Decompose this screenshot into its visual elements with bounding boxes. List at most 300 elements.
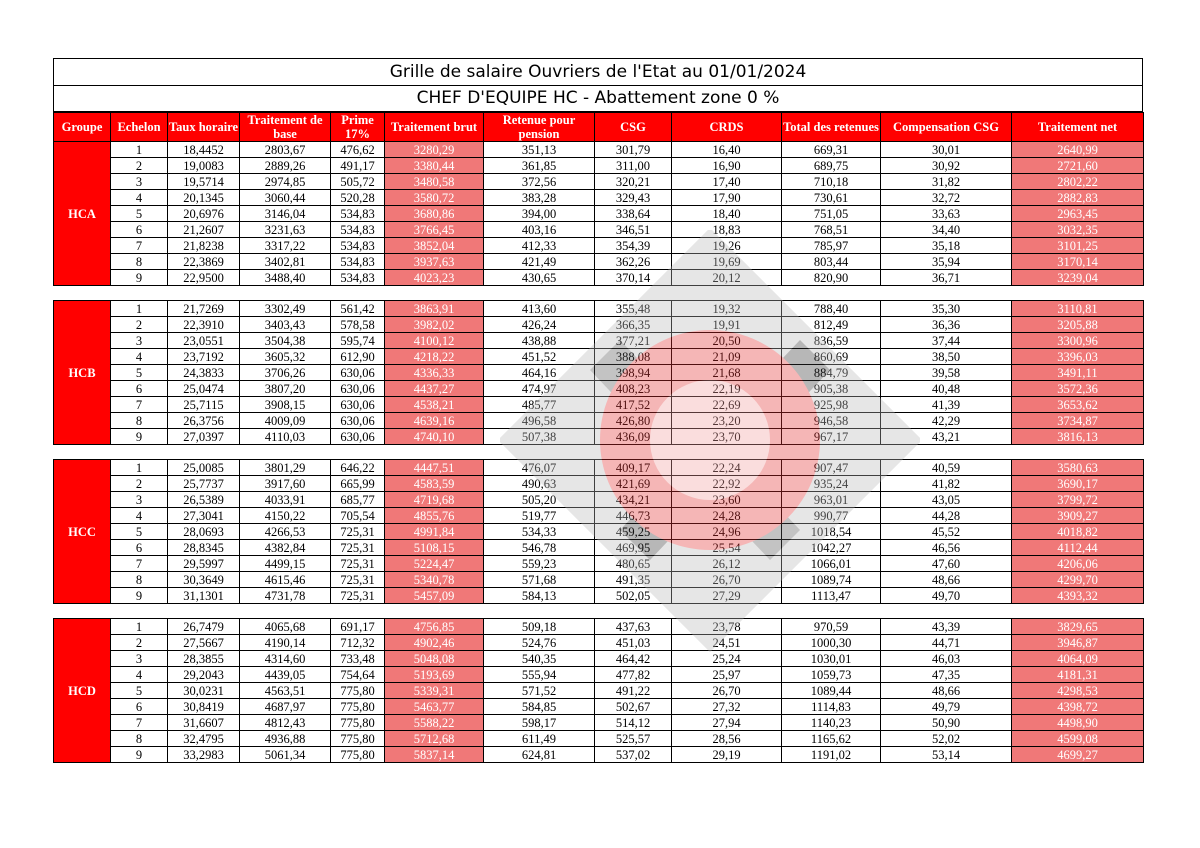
table-cell: 49,70 — [881, 588, 1012, 604]
table-cell: 534,83 — [331, 222, 385, 238]
table-cell: 40,59 — [881, 460, 1012, 476]
table-cell: 5 — [111, 683, 168, 699]
table-cell: 446,73 — [595, 508, 672, 524]
table-cell: 4033,91 — [240, 492, 331, 508]
table-cell: 502,67 — [595, 699, 672, 715]
table-cell: 474,97 — [484, 381, 595, 397]
table-cell: 733,48 — [331, 651, 385, 667]
table-body — [54, 142, 1144, 763]
table-cell: 3580,72 — [385, 190, 484, 206]
table-cell: 775,80 — [331, 715, 385, 731]
table-row — [54, 556, 1144, 572]
column-header: Taux horaire — [168, 113, 240, 142]
table-cell: 4314,60 — [240, 651, 331, 667]
table-cell: 16,40 — [672, 142, 782, 158]
table-cell: 26,7479 — [168, 619, 240, 635]
table-cell: 21,8238 — [168, 238, 240, 254]
table-cell: 725,31 — [331, 556, 385, 572]
table-cell: 3280,29 — [385, 142, 484, 158]
document-subtitle: CHEF D'EQUIPE HC - Abattement zone 0 % — [53, 85, 1143, 112]
table-cell: 24,28 — [672, 508, 782, 524]
table-cell: 1089,74 — [782, 572, 881, 588]
table-cell: 4 — [111, 190, 168, 206]
table-cell: 477,82 — [595, 667, 672, 683]
group-label: HCB — [54, 301, 111, 445]
table-cell: 17,90 — [672, 190, 782, 206]
table-cell: 8 — [111, 572, 168, 588]
table-cell: 409,17 — [595, 460, 672, 476]
table-cell: 48,66 — [881, 683, 1012, 699]
table-cell: 301,79 — [595, 142, 672, 158]
table-cell: 4437,27 — [385, 381, 484, 397]
table-cell: 21,2607 — [168, 222, 240, 238]
table-cell: 624,81 — [484, 747, 595, 763]
table-cell: 3 — [111, 333, 168, 349]
table-cell: 30,0231 — [168, 683, 240, 699]
table-cell: 19,26 — [672, 238, 782, 254]
table-cell: 388,08 — [595, 349, 672, 365]
table-cell: 372,56 — [484, 174, 595, 190]
table-cell: 5048,08 — [385, 651, 484, 667]
table-cell: 4583,59 — [385, 476, 484, 492]
table-cell: 8 — [111, 254, 168, 270]
table-cell: 3 — [111, 174, 168, 190]
table-cell: 7 — [111, 238, 168, 254]
table-cell: 320,21 — [595, 174, 672, 190]
table-cell: 26,3756 — [168, 413, 240, 429]
table-cell: 35,30 — [881, 301, 1012, 317]
table-cell: 26,5389 — [168, 492, 240, 508]
table-cell: 505,72 — [331, 174, 385, 190]
group-spacer — [54, 286, 1144, 301]
table-cell: 584,13 — [484, 588, 595, 604]
table-header-row — [54, 113, 1144, 142]
table-cell: 37,44 — [881, 333, 1012, 349]
table-cell: 25,97 — [672, 667, 782, 683]
table-cell: 8 — [111, 413, 168, 429]
table-cell: 3680,86 — [385, 206, 484, 222]
table-cell: 2721,60 — [1012, 158, 1144, 174]
table-cell: 730,61 — [782, 190, 881, 206]
table-cell: 464,16 — [484, 365, 595, 381]
table-cell: 25,0474 — [168, 381, 240, 397]
table-cell: 4563,51 — [240, 683, 331, 699]
spacer-cell — [54, 286, 1144, 301]
table-row — [54, 142, 1144, 158]
table-cell: 346,51 — [595, 222, 672, 238]
table-cell: 18,40 — [672, 206, 782, 222]
table-cell: 403,16 — [484, 222, 595, 238]
table-cell: 3110,81 — [1012, 301, 1144, 317]
table-cell: 3480,58 — [385, 174, 484, 190]
table-cell: 768,51 — [782, 222, 881, 238]
table-cell: 630,06 — [331, 365, 385, 381]
table-cell: 398,94 — [595, 365, 672, 381]
table-cell: 32,4795 — [168, 731, 240, 747]
table-cell: 546,78 — [484, 540, 595, 556]
table-row — [54, 747, 1144, 763]
table-cell: 366,35 — [595, 317, 672, 333]
table-cell: 669,31 — [782, 142, 881, 158]
table-cell: 860,69 — [782, 349, 881, 365]
table-cell: 23,0551 — [168, 333, 240, 349]
table-cell: 9 — [111, 270, 168, 286]
table-cell: 5837,14 — [385, 747, 484, 763]
table-cell: 505,20 — [484, 492, 595, 508]
table-cell: 946,58 — [782, 413, 881, 429]
table-cell: 1114,83 — [782, 699, 881, 715]
table-cell: 584,85 — [484, 699, 595, 715]
table-cell: 2882,83 — [1012, 190, 1144, 206]
table-cell: 561,42 — [331, 301, 385, 317]
table-cell: 3580,63 — [1012, 460, 1144, 476]
table-row — [54, 731, 1144, 747]
table-cell: 9 — [111, 747, 168, 763]
table-cell: 22,3910 — [168, 317, 240, 333]
table-cell: 525,57 — [595, 731, 672, 747]
table-cell: 476,62 — [331, 142, 385, 158]
table-cell: 2640,99 — [1012, 142, 1144, 158]
table-cell: 26,70 — [672, 683, 782, 699]
table-cell: 29,19 — [672, 747, 782, 763]
table-cell: 25,0085 — [168, 460, 240, 476]
table-cell: 595,74 — [331, 333, 385, 349]
table-cell: 555,94 — [484, 667, 595, 683]
table-cell: 22,19 — [672, 381, 782, 397]
table-cell: 361,85 — [484, 158, 595, 174]
table-cell: 4064,09 — [1012, 651, 1144, 667]
table-cell: 3 — [111, 651, 168, 667]
table-cell: 459,25 — [595, 524, 672, 540]
table-cell: 963,01 — [782, 492, 881, 508]
table-cell: 412,33 — [484, 238, 595, 254]
table-row — [54, 317, 1144, 333]
column-header: Retenue pour pension — [484, 113, 595, 142]
table-cell: 537,02 — [595, 747, 672, 763]
column-header: Compensation CSG — [881, 113, 1012, 142]
table-row — [54, 667, 1144, 683]
table-cell: 5463,77 — [385, 699, 484, 715]
table-cell: 31,6607 — [168, 715, 240, 731]
table-cell: 29,2043 — [168, 667, 240, 683]
table-cell: 27,29 — [672, 588, 782, 604]
table-cell: 354,39 — [595, 238, 672, 254]
table-cell: 3060,44 — [240, 190, 331, 206]
group-spacer — [54, 604, 1144, 619]
table-cell: 23,60 — [672, 492, 782, 508]
table-row — [54, 476, 1144, 492]
table-cell: 3032,35 — [1012, 222, 1144, 238]
table-cell: 33,63 — [881, 206, 1012, 222]
table-cell: 705,54 — [331, 508, 385, 524]
table-cell: 47,35 — [881, 667, 1012, 683]
table-cell: 4065,68 — [240, 619, 331, 635]
table-cell: 7 — [111, 556, 168, 572]
table-cell: 534,83 — [331, 270, 385, 286]
table-cell: 32,72 — [881, 190, 1012, 206]
table-cell: 43,39 — [881, 619, 1012, 635]
table-cell: 451,52 — [484, 349, 595, 365]
table-cell: 4731,78 — [240, 588, 331, 604]
table-cell: 803,44 — [782, 254, 881, 270]
table-cell: 5193,69 — [385, 667, 484, 683]
table-cell: 31,1301 — [168, 588, 240, 604]
table-cell: 490,63 — [484, 476, 595, 492]
table-cell: 351,13 — [484, 142, 595, 158]
table-cell: 3 — [111, 492, 168, 508]
table-cell: 49,79 — [881, 699, 1012, 715]
table-row — [54, 683, 1144, 699]
table-cell: 630,06 — [331, 429, 385, 445]
table-cell: 18,83 — [672, 222, 782, 238]
table-cell: 5 — [111, 524, 168, 540]
table-cell: 4538,21 — [385, 397, 484, 413]
table-cell: 5 — [111, 206, 168, 222]
table-cell: 3146,04 — [240, 206, 331, 222]
table-cell: 520,28 — [331, 190, 385, 206]
table-cell: 836,59 — [782, 333, 881, 349]
table-cell: 464,42 — [595, 651, 672, 667]
table-cell: 691,17 — [331, 619, 385, 635]
table-cell: 8 — [111, 731, 168, 747]
table-cell: 25,7737 — [168, 476, 240, 492]
table-cell: 491,35 — [595, 572, 672, 588]
table-cell: 28,8345 — [168, 540, 240, 556]
table-cell: 967,17 — [782, 429, 881, 445]
column-header: Traitement de base — [240, 113, 331, 142]
table-cell: 311,00 — [595, 158, 672, 174]
table-cell: 417,52 — [595, 397, 672, 413]
table-cell: 4 — [111, 508, 168, 524]
table-row — [54, 222, 1144, 238]
table-cell: 3982,02 — [385, 317, 484, 333]
table-cell: 1089,44 — [782, 683, 881, 699]
table-cell: 4398,72 — [1012, 699, 1144, 715]
table-cell: 1066,01 — [782, 556, 881, 572]
table-cell: 33,2983 — [168, 747, 240, 763]
table-cell: 27,3041 — [168, 508, 240, 524]
table-cell: 3231,63 — [240, 222, 331, 238]
table-cell: 362,26 — [595, 254, 672, 270]
table-cell: 630,06 — [331, 397, 385, 413]
table-cell: 421,49 — [484, 254, 595, 270]
table-cell: 3863,91 — [385, 301, 484, 317]
table-cell: 5712,68 — [385, 731, 484, 747]
column-header: Traitement brut — [385, 113, 484, 142]
table-cell: 685,77 — [331, 492, 385, 508]
table-row — [54, 174, 1144, 190]
table-cell: 23,20 — [672, 413, 782, 429]
column-header: Traitement net — [1012, 113, 1144, 142]
table-cell: 4009,09 — [240, 413, 331, 429]
table-cell: 646,22 — [331, 460, 385, 476]
table-cell: 507,38 — [484, 429, 595, 445]
group-spacer — [54, 445, 1144, 460]
table-row — [54, 460, 1144, 476]
table-cell: 19,0083 — [168, 158, 240, 174]
table-cell: 40,48 — [881, 381, 1012, 397]
salary-table — [53, 112, 1144, 763]
table-cell: 30,3649 — [168, 572, 240, 588]
table-cell: 4218,22 — [385, 349, 484, 365]
table-cell: 785,97 — [782, 238, 881, 254]
table-cell: 1030,01 — [782, 651, 881, 667]
table-cell: 30,01 — [881, 142, 1012, 158]
table-cell: 34,40 — [881, 222, 1012, 238]
table-cell: 6 — [111, 381, 168, 397]
table-cell: 20,12 — [672, 270, 782, 286]
table-cell: 30,8419 — [168, 699, 240, 715]
table-cell: 4687,97 — [240, 699, 331, 715]
table-cell: 20,6976 — [168, 206, 240, 222]
table-row — [54, 572, 1144, 588]
table-cell: 45,52 — [881, 524, 1012, 540]
table-cell: 5339,31 — [385, 683, 484, 699]
table-cell: 480,65 — [595, 556, 672, 572]
table-cell: 3706,26 — [240, 365, 331, 381]
table-row — [54, 206, 1144, 222]
table-row — [54, 715, 1144, 731]
table-cell: 48,66 — [881, 572, 1012, 588]
table-row — [54, 301, 1144, 317]
column-header: Groupe — [54, 113, 111, 142]
table-cell: 4112,44 — [1012, 540, 1144, 556]
table-row — [54, 492, 1144, 508]
table-cell: 25,7115 — [168, 397, 240, 413]
table-cell: 6 — [111, 222, 168, 238]
table-row — [54, 238, 1144, 254]
table-cell: 22,9500 — [168, 270, 240, 286]
table-cell: 16,90 — [672, 158, 782, 174]
table-cell: 394,00 — [484, 206, 595, 222]
table-cell: 47,60 — [881, 556, 1012, 572]
table-cell: 1000,30 — [782, 635, 881, 651]
column-header: Echelon — [111, 113, 168, 142]
table-cell: 22,69 — [672, 397, 782, 413]
table-cell: 355,48 — [595, 301, 672, 317]
table-cell: 437,63 — [595, 619, 672, 635]
table-cell: 3734,87 — [1012, 413, 1144, 429]
table-cell: 3852,04 — [385, 238, 484, 254]
table-cell: 3239,04 — [1012, 270, 1144, 286]
table-cell: 42,29 — [881, 413, 1012, 429]
table-cell: 598,17 — [484, 715, 595, 731]
table-cell: 43,05 — [881, 492, 1012, 508]
table-cell: 4812,43 — [240, 715, 331, 731]
table-cell: 754,64 — [331, 667, 385, 683]
table-cell: 7 — [111, 397, 168, 413]
table-cell: 3917,60 — [240, 476, 331, 492]
table-row — [54, 349, 1144, 365]
table-cell: 540,35 — [484, 651, 595, 667]
table-cell: 22,92 — [672, 476, 782, 492]
table-cell: 3300,96 — [1012, 333, 1144, 349]
table-cell: 4023,23 — [385, 270, 484, 286]
table-cell: 3380,44 — [385, 158, 484, 174]
table-cell: 3488,40 — [240, 270, 331, 286]
table-cell: 28,0693 — [168, 524, 240, 540]
table-cell: 514,12 — [595, 715, 672, 731]
table-cell: 3572,36 — [1012, 381, 1144, 397]
table-cell: 23,78 — [672, 619, 782, 635]
table-cell: 28,56 — [672, 731, 782, 747]
table-cell: 4615,46 — [240, 572, 331, 588]
table-cell: 46,03 — [881, 651, 1012, 667]
table-cell: 884,79 — [782, 365, 881, 381]
table-cell: 4855,76 — [385, 508, 484, 524]
table-cell: 28,3855 — [168, 651, 240, 667]
table-row — [54, 588, 1144, 604]
table-cell: 4 — [111, 349, 168, 365]
table-row — [54, 413, 1144, 429]
table-cell: 3801,29 — [240, 460, 331, 476]
table-row — [54, 699, 1144, 715]
table-row — [54, 333, 1144, 349]
table-cell: 725,31 — [331, 588, 385, 604]
table-cell: 36,36 — [881, 317, 1012, 333]
table-cell: 23,7192 — [168, 349, 240, 365]
table-row — [54, 381, 1144, 397]
table-cell: 43,21 — [881, 429, 1012, 445]
table-cell: 905,38 — [782, 381, 881, 397]
table-cell: 52,02 — [881, 731, 1012, 747]
table-cell: 4181,31 — [1012, 667, 1144, 683]
table-cell: 436,09 — [595, 429, 672, 445]
table-cell: 2803,67 — [240, 142, 331, 158]
table-cell: 3816,13 — [1012, 429, 1144, 445]
table-row — [54, 635, 1144, 651]
table-row — [54, 429, 1144, 445]
table-cell: 426,24 — [484, 317, 595, 333]
table-cell: 491,22 — [595, 683, 672, 699]
table-cell: 725,31 — [331, 524, 385, 540]
table-cell: 53,14 — [881, 747, 1012, 763]
table-cell: 4740,10 — [385, 429, 484, 445]
table-cell: 4936,88 — [240, 731, 331, 747]
table-cell: 630,06 — [331, 413, 385, 429]
table-cell: 5224,47 — [385, 556, 484, 572]
table-cell: 3205,88 — [1012, 317, 1144, 333]
table-cell: 4599,08 — [1012, 731, 1144, 747]
table-cell: 4266,53 — [240, 524, 331, 540]
table-cell: 4299,70 — [1012, 572, 1144, 588]
table-cell: 519,77 — [484, 508, 595, 524]
table-cell: 775,80 — [331, 699, 385, 715]
table-cell: 2 — [111, 635, 168, 651]
table-cell: 1042,27 — [782, 540, 881, 556]
table-cell: 725,31 — [331, 572, 385, 588]
table-row — [54, 365, 1144, 381]
table-cell: 19,32 — [672, 301, 782, 317]
table-cell: 39,58 — [881, 365, 1012, 381]
table-cell: 5108,15 — [385, 540, 484, 556]
table-cell: 23,70 — [672, 429, 782, 445]
table-cell: 434,21 — [595, 492, 672, 508]
table-cell: 9 — [111, 429, 168, 445]
table-cell: 50,90 — [881, 715, 1012, 731]
column-header: Total des retenues — [782, 113, 881, 142]
table-cell: 3605,32 — [240, 349, 331, 365]
table-cell: 4498,90 — [1012, 715, 1144, 731]
table-cell: 4150,22 — [240, 508, 331, 524]
table-cell: 578,58 — [331, 317, 385, 333]
group-label: HCD — [54, 619, 111, 763]
table-cell: 534,83 — [331, 254, 385, 270]
table-cell: 1 — [111, 142, 168, 158]
table-cell: 19,69 — [672, 254, 782, 270]
table-cell: 925,98 — [782, 397, 881, 413]
table-cell: 469,95 — [595, 540, 672, 556]
